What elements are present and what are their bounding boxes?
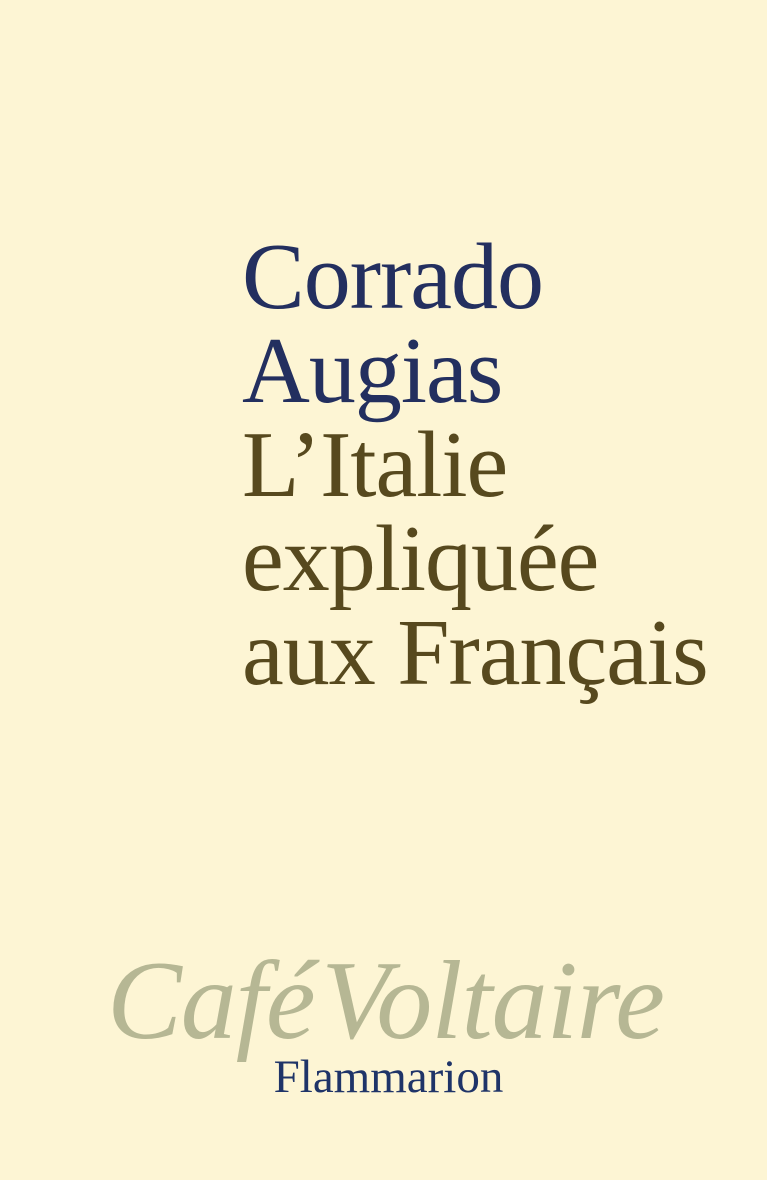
- book-title-line-2: expliquée: [242, 507, 599, 611]
- book-title-line-1: L’Italie: [242, 413, 508, 517]
- publisher-name: Flammarion: [273, 1051, 504, 1103]
- collection-name: Café Voltaire: [107, 939, 664, 1063]
- cover-text-block: [242, 225, 708, 705]
- author-name-line-2: Augias: [242, 319, 503, 423]
- book-title-line-3: aux Français: [242, 601, 708, 705]
- author-name-line-1: Corrado: [242, 225, 544, 329]
